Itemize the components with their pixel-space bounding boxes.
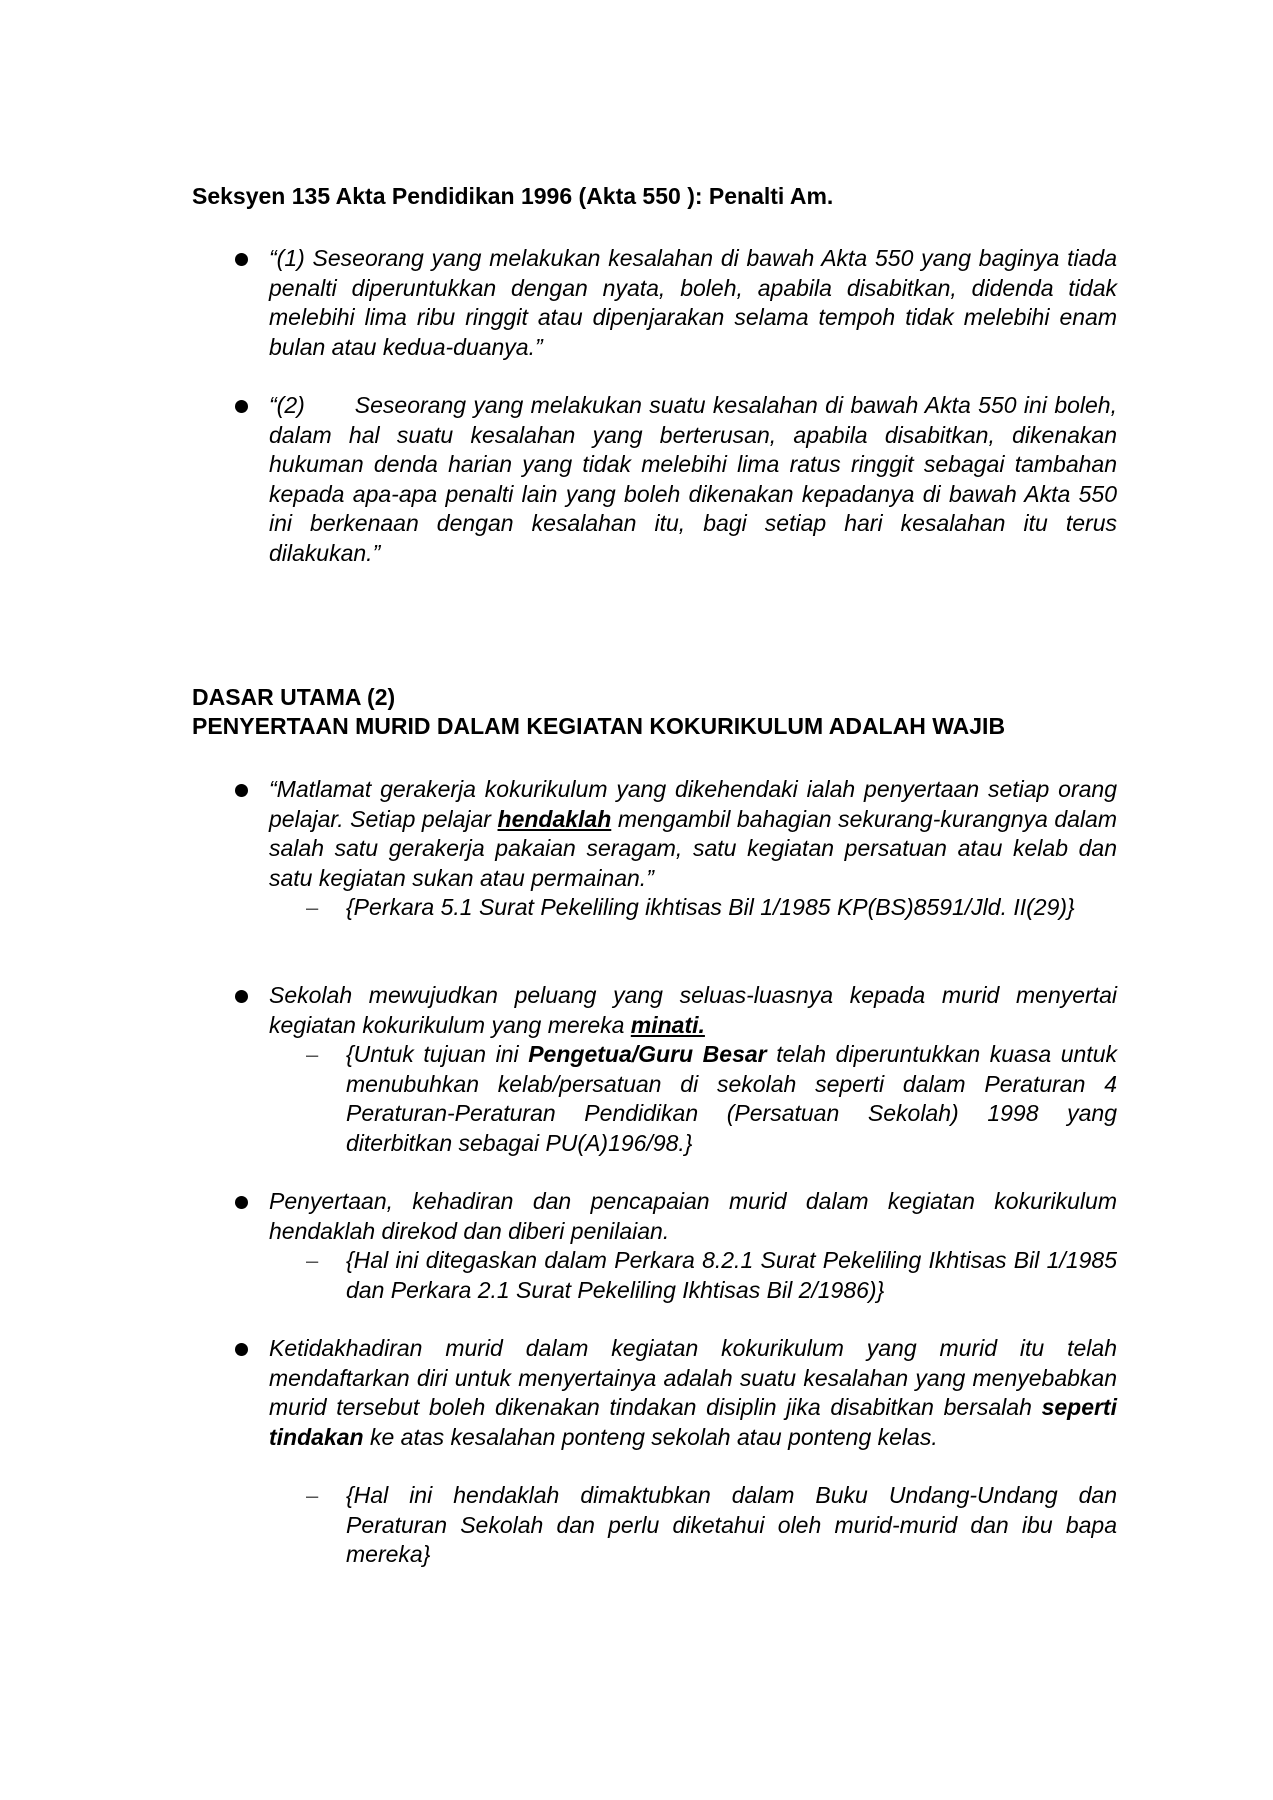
item-number: “(2) bbox=[269, 392, 305, 418]
item-text: mengambil bahagian sekurang-kurangnya dalam salah satu gerakerja pakaian seragam, satu kegiatan persatuan atau kelab dan satu kegiatan sukan atau permainan.” bbox=[269, 805, 1117, 891]
bullet-icon bbox=[235, 1334, 265, 1364]
section2-item-3: Penyertaan, kehadiran dan pencapaian murid dalam kegiatan kokurikulum hendaklah direkod dan diberi penilaian. bbox=[269, 1188, 1117, 1244]
section2-item-4 bbox=[269, 1334, 1117, 1452]
section2-heading-line2: PENYERTAAN MURID DALAM KEGIATAN KOKURIKULUM ADALAH WAJIB bbox=[192, 713, 1006, 739]
dash-icon: – bbox=[306, 1042, 319, 1067]
section1-item-1: “(1) Seseorang yang melakukan kesalahan di bawah Akta 550 yang baginya tiada penalti diperuntukkan dengan nyata, boleh, apabila disabitkan, didenda tidak melebihi lima ribu ringgit atau dipenjarakan selama tempoh tidak melebihi enam bulan atau kedua-duanya.” bbox=[269, 245, 1117, 360]
note-text: {Untuk tujuan ini bbox=[346, 1041, 529, 1067]
section2-item-1 bbox=[269, 775, 1117, 893]
item-emphasis: seperti tindakan bbox=[269, 1394, 1117, 1450]
bullet-icon bbox=[235, 391, 265, 421]
section2-item-1-note: {Perkara 5.1 Surat Pekeliling ikhtisas Bil 1/1985 KP(BS)8591/Jld. II(29)} bbox=[346, 894, 1075, 920]
section1-item-2 bbox=[269, 391, 1117, 568]
section2-item-2-note bbox=[346, 1040, 1117, 1158]
section2-heading-line1: DASAR UTAMA (2) bbox=[192, 684, 396, 710]
item-emphasis: minati. bbox=[630, 1011, 705, 1038]
bullet-icon bbox=[235, 775, 265, 805]
item-text: ke atas kesalahan ponteng sekolah atau ponteng kelas. bbox=[363, 1423, 938, 1450]
note-text: telah diperuntukkan kuasa untuk menubuhkan kelab/persatuan di sekolah seperti dalam Peraturan 4 Peraturan-Peraturan Pendidikan (Persatuan Sekolah) 1998 yang diterbitkan sebagai PU(A)196/98.} bbox=[346, 1041, 1117, 1156]
bullet-icon bbox=[235, 981, 265, 1011]
item-text: Ketidakhadiran murid dalam kegiatan kokurikulum yang murid itu telah mendaftarkan diri untuk menyertainya adalah suatu kesalahan yang menyebabkan murid tersebut boleh dikenakan tindakan disiplin jika disabitkan bersalah bbox=[269, 1335, 1117, 1420]
section1-heading: Seksyen 135 Akta Pendidikan 1996 (Akta 550 ): Penalti Am. bbox=[192, 183, 834, 209]
dash-icon: – bbox=[306, 895, 319, 920]
item-emphasis: hendaklah bbox=[497, 805, 612, 832]
section2-item-2 bbox=[269, 981, 1117, 1040]
item-text: Sekolah mewujudkan peluang yang seluas-luasnya kepada murid menyertai kegiatan kokurikulum yang mereka bbox=[269, 982, 1117, 1038]
section2-item-4-note: {Hal ini hendaklah dimaktubkan dalam Buku Undang-Undang dan Peraturan Sekolah dan perlu diketahui oleh murid-murid dan ibu bapa mereka} bbox=[346, 1482, 1117, 1567]
dash-icon: – bbox=[306, 1248, 319, 1273]
dash-icon: – bbox=[306, 1483, 319, 1508]
bullet-icon bbox=[235, 1187, 265, 1217]
item-text: Seseorang yang melakukan suatu kesalahan di bawah Akta 550 ini boleh, dalam hal suatu kesalahan yang berterusan, apabila disabitkan, dikenakan hukuman denda harian yang tidak melebihi lima ratus ringgit sebagai tambahan kepada apa-apa penalti lain yang boleh dikenakan kepadanya di bawah Akta 550 ini berkenaan dengan kesalahan itu, bagi setiap hari kesalahan itu terus dilakukan.” bbox=[269, 392, 1117, 566]
note-emphasis: Pengetua/Guru Besar bbox=[528, 1041, 767, 1067]
bullet-icon bbox=[235, 244, 265, 274]
item-text: “Matlamat gerakerja kokurikulum yang dikehendaki ialah penyertaan setiap orang pelajar. Setiap pelajar bbox=[269, 776, 1117, 832]
section2-item-3-note: {Hal ini ditegaskan dalam Perkara 8.2.1 Surat Pekeliling Ikhtisas Bil 1/1985 dan Perkara 2.1 Surat Pekeliling Ikhtisas Bil 2/1986)} bbox=[346, 1247, 1117, 1303]
